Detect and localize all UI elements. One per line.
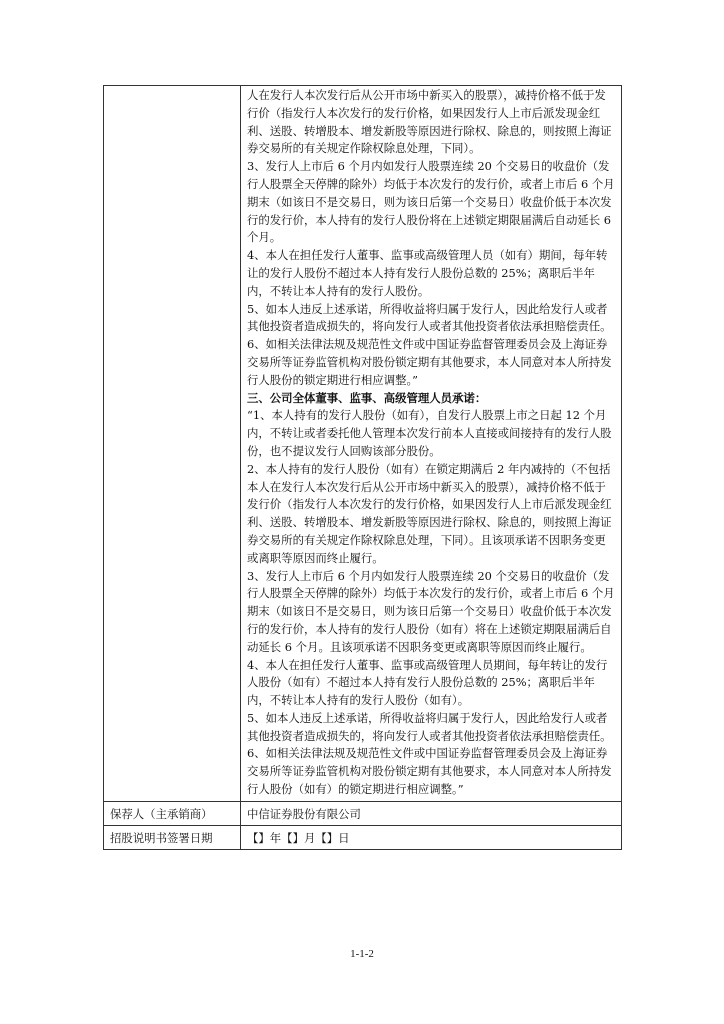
paragraph: 人在发行人本次发行后从公开市场中新买入的股票），减持价格不低于发行价（指发行人本次发行的发行价格，如果因发行人上市后派发现金红利、送股、转增股本、增发新股等原因进行除权、除息的，则按照上海证券交易所的有关规定作除权除息处理，下同）。: [247, 88, 612, 156]
page-number: 1-1-2: [350, 948, 374, 960]
row-label-empty: [104, 86, 241, 802]
paragraph: 5、如本人违反上述承诺，所得收益将归属于发行人，因此给发行人或者其他投资者造成损失的，将向发行人或者其他投资者依法承担赔偿责任。: [247, 301, 612, 334]
paragraph: 4、本人在担任发行人董事、监事或高级管理人员期间，每年转让的发行人股份（如有）不超过本人持有发行人股份总数的 25%；离职后半年内，不转让本人持有的发行人股份（如有）。: [247, 657, 608, 708]
paragraph: 3、发行人上市后 6 个月内如发行人股票连续 20 个交易日的收盘价（发行人股票全天停牌的除外）均低于本次发行的发行价，或者上市后 6 个月期末（如该日不是交易日，则为该日后第一个交易日）收盘价低于本次发行的发行价，本人持有的发行人股份将在上述锁定期限届满后自动延长 6 个月。: [247, 159, 615, 245]
sign-date-value: 【】年【】月【】日: [241, 825, 622, 849]
commitment-table: [103, 85, 622, 850]
sponsor-value: 中信证券股份有限公司: [241, 801, 622, 825]
sign-date-label: 招股说明书签署日期: [104, 825, 241, 849]
table-row: [104, 86, 622, 802]
sponsor-label: 保荐人（主承销商）: [104, 801, 241, 825]
paragraph: 4、本人在担任发行人董事、监事或高级管理人员（如有）期间，每年转让的发行人股份不超过本人持有发行人股份总数的 25%；离职后半年内，不转让本人持有的发行人股份。: [247, 248, 608, 298]
paragraph: 3、发行人上市后 6 个月内如发行人股票连续 20 个交易日的收盘价（发行人股票全天停牌的除外）均低于本次发行的发行价，或者上市后 6 个月期末（如该日不是交易日，则为该日后第一个交易日）收盘价低于本次发行的发行价，本人持有的发行人股份（如有）将在上述锁定期限届满后自动延长 6 个月。且该项承诺不因职务变更或离职等原因而终止履行。: [247, 568, 615, 654]
paragraph: “1、本人持有的发行人股份（如有），自发行人股票上市之日起 12 个月内，不转让或者委托他人管理本次发行前本人直接或间接持有的发行人股份，也不提议发行人回购该部分股份。: [247, 408, 612, 458]
section-heading: 三、公司全体董事、监事、高级管理人员承诺：: [247, 390, 487, 405]
paragraph: 5、如本人违反上述承诺，所得收益将归属于发行人，因此给发行人或者其他投资者造成损失的，将向发行人或者其他投资者依法承担赔偿责任。: [247, 710, 612, 743]
commitment-content: [241, 86, 622, 802]
paragraph: 2、本人持有的发行人股份（如有）在锁定期满后 2 年内减持的（不包括本人在发行人本次发行后从公开市场中新买入的股票），减持价格不低于发行价（指发行人本次发行的发行价格，如果因发行人上市后派发现金红利、送股、转增股本、增发新股等原因进行除权、除息的，则按照上海证券交易所的有关规定作除权除息处理，下同）。且该项承诺不因职务变更或离职等原因而终止履行。: [247, 461, 612, 565]
table-row-sign-date: [104, 825, 622, 849]
paragraph: 6、如相关法律法规及规范性文件或中国证券监督管理委员会及上海证券交易所等证券监管机构对股份锁定期有其他要求，本人同意对本人所持发行人股份（如有）的锁定期进行相应调整。”: [247, 746, 612, 797]
paragraph: 6、如相关法律法规及规范性文件或中国证券监督管理委员会及上海证券交易所等证券监管机构对股份锁定期有其他要求，本人同意对本人所持发行人股份的锁定期进行相应调整。”: [247, 337, 612, 387]
table-row-sponsor: [104, 801, 622, 825]
